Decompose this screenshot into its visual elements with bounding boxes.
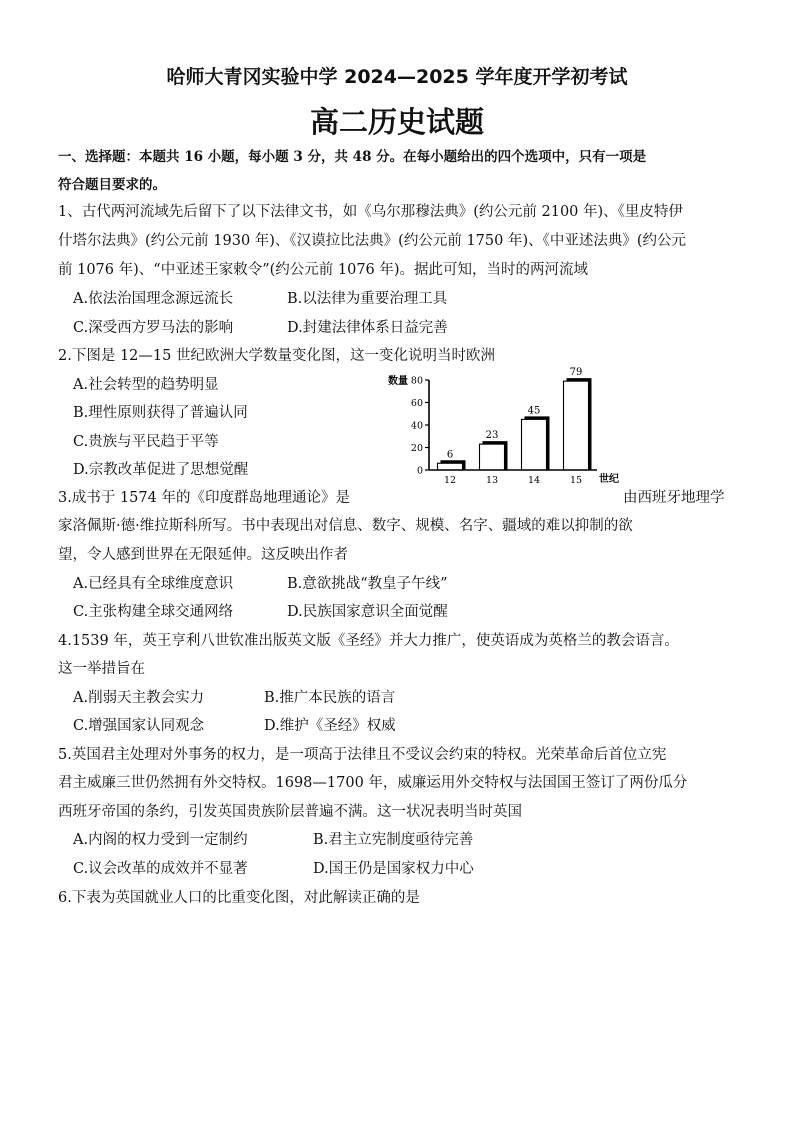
exam-title: 高二历史试题 [309, 105, 484, 139]
y-tick-label: 40 [410, 420, 423, 432]
q5-stem-line3: 西班牙帝国的条约，引发英国贵族阶层普遍不满。这一状况表明当时英国 [58, 804, 522, 820]
q4-option-c[interactable]: C.增强国家认同观念 [73, 718, 205, 734]
q2-stem: 2.下图是 12—15 世纪欧洲大学数量变化图，这一变化说明当时欧洲 [58, 348, 495, 364]
q3-stem-line1-right: 由西班牙地理学 [623, 490, 725, 506]
q3-option-b[interactable]: B.意欲挑战“教皇子午线” [287, 576, 448, 592]
x-tick-label: 14 [527, 475, 541, 486]
chart-x-axis-label: 世纪 [599, 474, 619, 485]
q3-option-d[interactable]: D.民族国家意识全面觉醒 [287, 604, 448, 620]
q1-option-a[interactable]: A.依法治国理念源远流长 [73, 291, 234, 307]
q5-stem-line1: 5.英国君主处理对外事务的权力，是一项高于法律且不受议会约束的特权。光荣革命后首位立宪 [58, 747, 667, 763]
q4-option-a[interactable]: A.削弱天主教会实力 [73, 690, 205, 706]
y-tick-label: 80 [410, 375, 423, 387]
q1-stem-line2: 什塔尔法典》(约公元前 1930 年)、《汉谟拉比法典》(约公元前 1750 年)、《中亚述法典》(约公元 [58, 233, 687, 249]
q5-option-b[interactable]: B.君主立宪制度亟待完善 [313, 832, 474, 848]
q4-stem-line2: 这一举措旨在 [58, 661, 145, 677]
q3-stem-line1-left: 3.成书于 1574 年的《印度群岛地理通论》是 [58, 490, 350, 506]
q2-option-b[interactable]: B.理性原则获得了普遍认同 [73, 405, 248, 421]
q3-option-c[interactable]: C.主张构建全球交通网络 [73, 604, 234, 620]
bar-data-label: 79 [569, 367, 583, 379]
x-tick-label: 13 [485, 475, 499, 486]
q3-option-a[interactable]: A.已经具有全球维度意识 [73, 576, 234, 592]
y-tick-label: 0 [416, 465, 423, 477]
bar-data-label: 6 [446, 449, 454, 461]
chart-x-tick-labels [444, 475, 582, 486]
bar [564, 381, 589, 470]
section-instructions-line2: 符合题目要求的。 [58, 177, 166, 193]
q2-option-a[interactable]: A.社会转型的趋势明显 [73, 377, 219, 393]
q2-option-d[interactable]: D.宗教改革促进了思想觉醒 [73, 462, 249, 478]
q5-option-d[interactable]: D.国王仍是国家权力中心 [313, 861, 474, 877]
q2-option-c[interactable]: C.贵族与平民趋于平等 [73, 434, 219, 450]
q5-stem-line2: 君主威廉三世仍然拥有外交特权。1698—1700 年，威廉运用外交特权与法国国王签订了两份瓜分 [58, 775, 688, 791]
section-instructions-line1: 一、选择题：本题共 16 小题，每小题 3 分，共 48 分。在每小题给出的四个选项中，只有一项是 [58, 149, 647, 165]
q3-stem-line2: 家洛佩斯·德·维拉斯科所写。书中表现出对信息、数字、规模、名字、疆域的难以抑制的欲 [58, 518, 633, 534]
q5-option-a[interactable]: A.内阁的权力受到一定制约 [73, 832, 248, 848]
x-tick-label: 15 [569, 475, 583, 486]
x-tick-label: 12 [443, 475, 457, 486]
q1-option-b[interactable]: B.以法律为重要治理工具 [287, 291, 448, 307]
q1-option-d[interactable]: D.封建法律体系日益完善 [287, 320, 448, 336]
q1-stem-line1: 1、古代两河流域先后留下了以下法律文书，如《乌尔那穆法典》(约公元前 2100 年)、《里皮特伊 [58, 204, 683, 220]
chart-y-ticks [411, 376, 429, 477]
q6-stem: 6.下表为英国就业人口的比重变化图，对此解读正确的是 [58, 890, 420, 906]
bar [480, 444, 505, 470]
bar [522, 419, 547, 470]
bar [438, 463, 463, 470]
chart-y-axis-label: 数量 [388, 376, 408, 387]
university-count-chart [380, 364, 620, 492]
bar-data-label: 23 [485, 430, 499, 442]
q4-option-d[interactable]: D.维护《圣经》权威 [264, 718, 396, 734]
bar-data-label: 45 [527, 405, 541, 417]
q4-stem-line1: 4.1539 年，英王亨利八世钦准出版英文版《圣经》并大力推广，使英语成为英格兰的教会语言。 [58, 633, 679, 649]
q3-stem-line3: 望，令人感到世界在无限延伸。这反映出作者 [58, 547, 348, 563]
q4-option-b[interactable]: B.推广本民族的语言 [264, 690, 396, 706]
q1-stem-line3: 前 1076 年)、“中亚述王家敕令”(约公元前 1076 年)。据此可知，当时的两河流域 [58, 262, 589, 278]
y-tick-label: 60 [410, 398, 423, 409]
q5-option-c[interactable]: C.议会改革的成效并不显著 [73, 861, 248, 877]
y-tick-label: 20 [410, 443, 423, 454]
chart-bars [438, 367, 592, 470]
q1-option-c[interactable]: C.深受西方罗马法的影响 [73, 320, 234, 336]
school-exam-line: 哈师大青冈实验中学 2024—2025 学年度开学初考试 [166, 66, 628, 88]
